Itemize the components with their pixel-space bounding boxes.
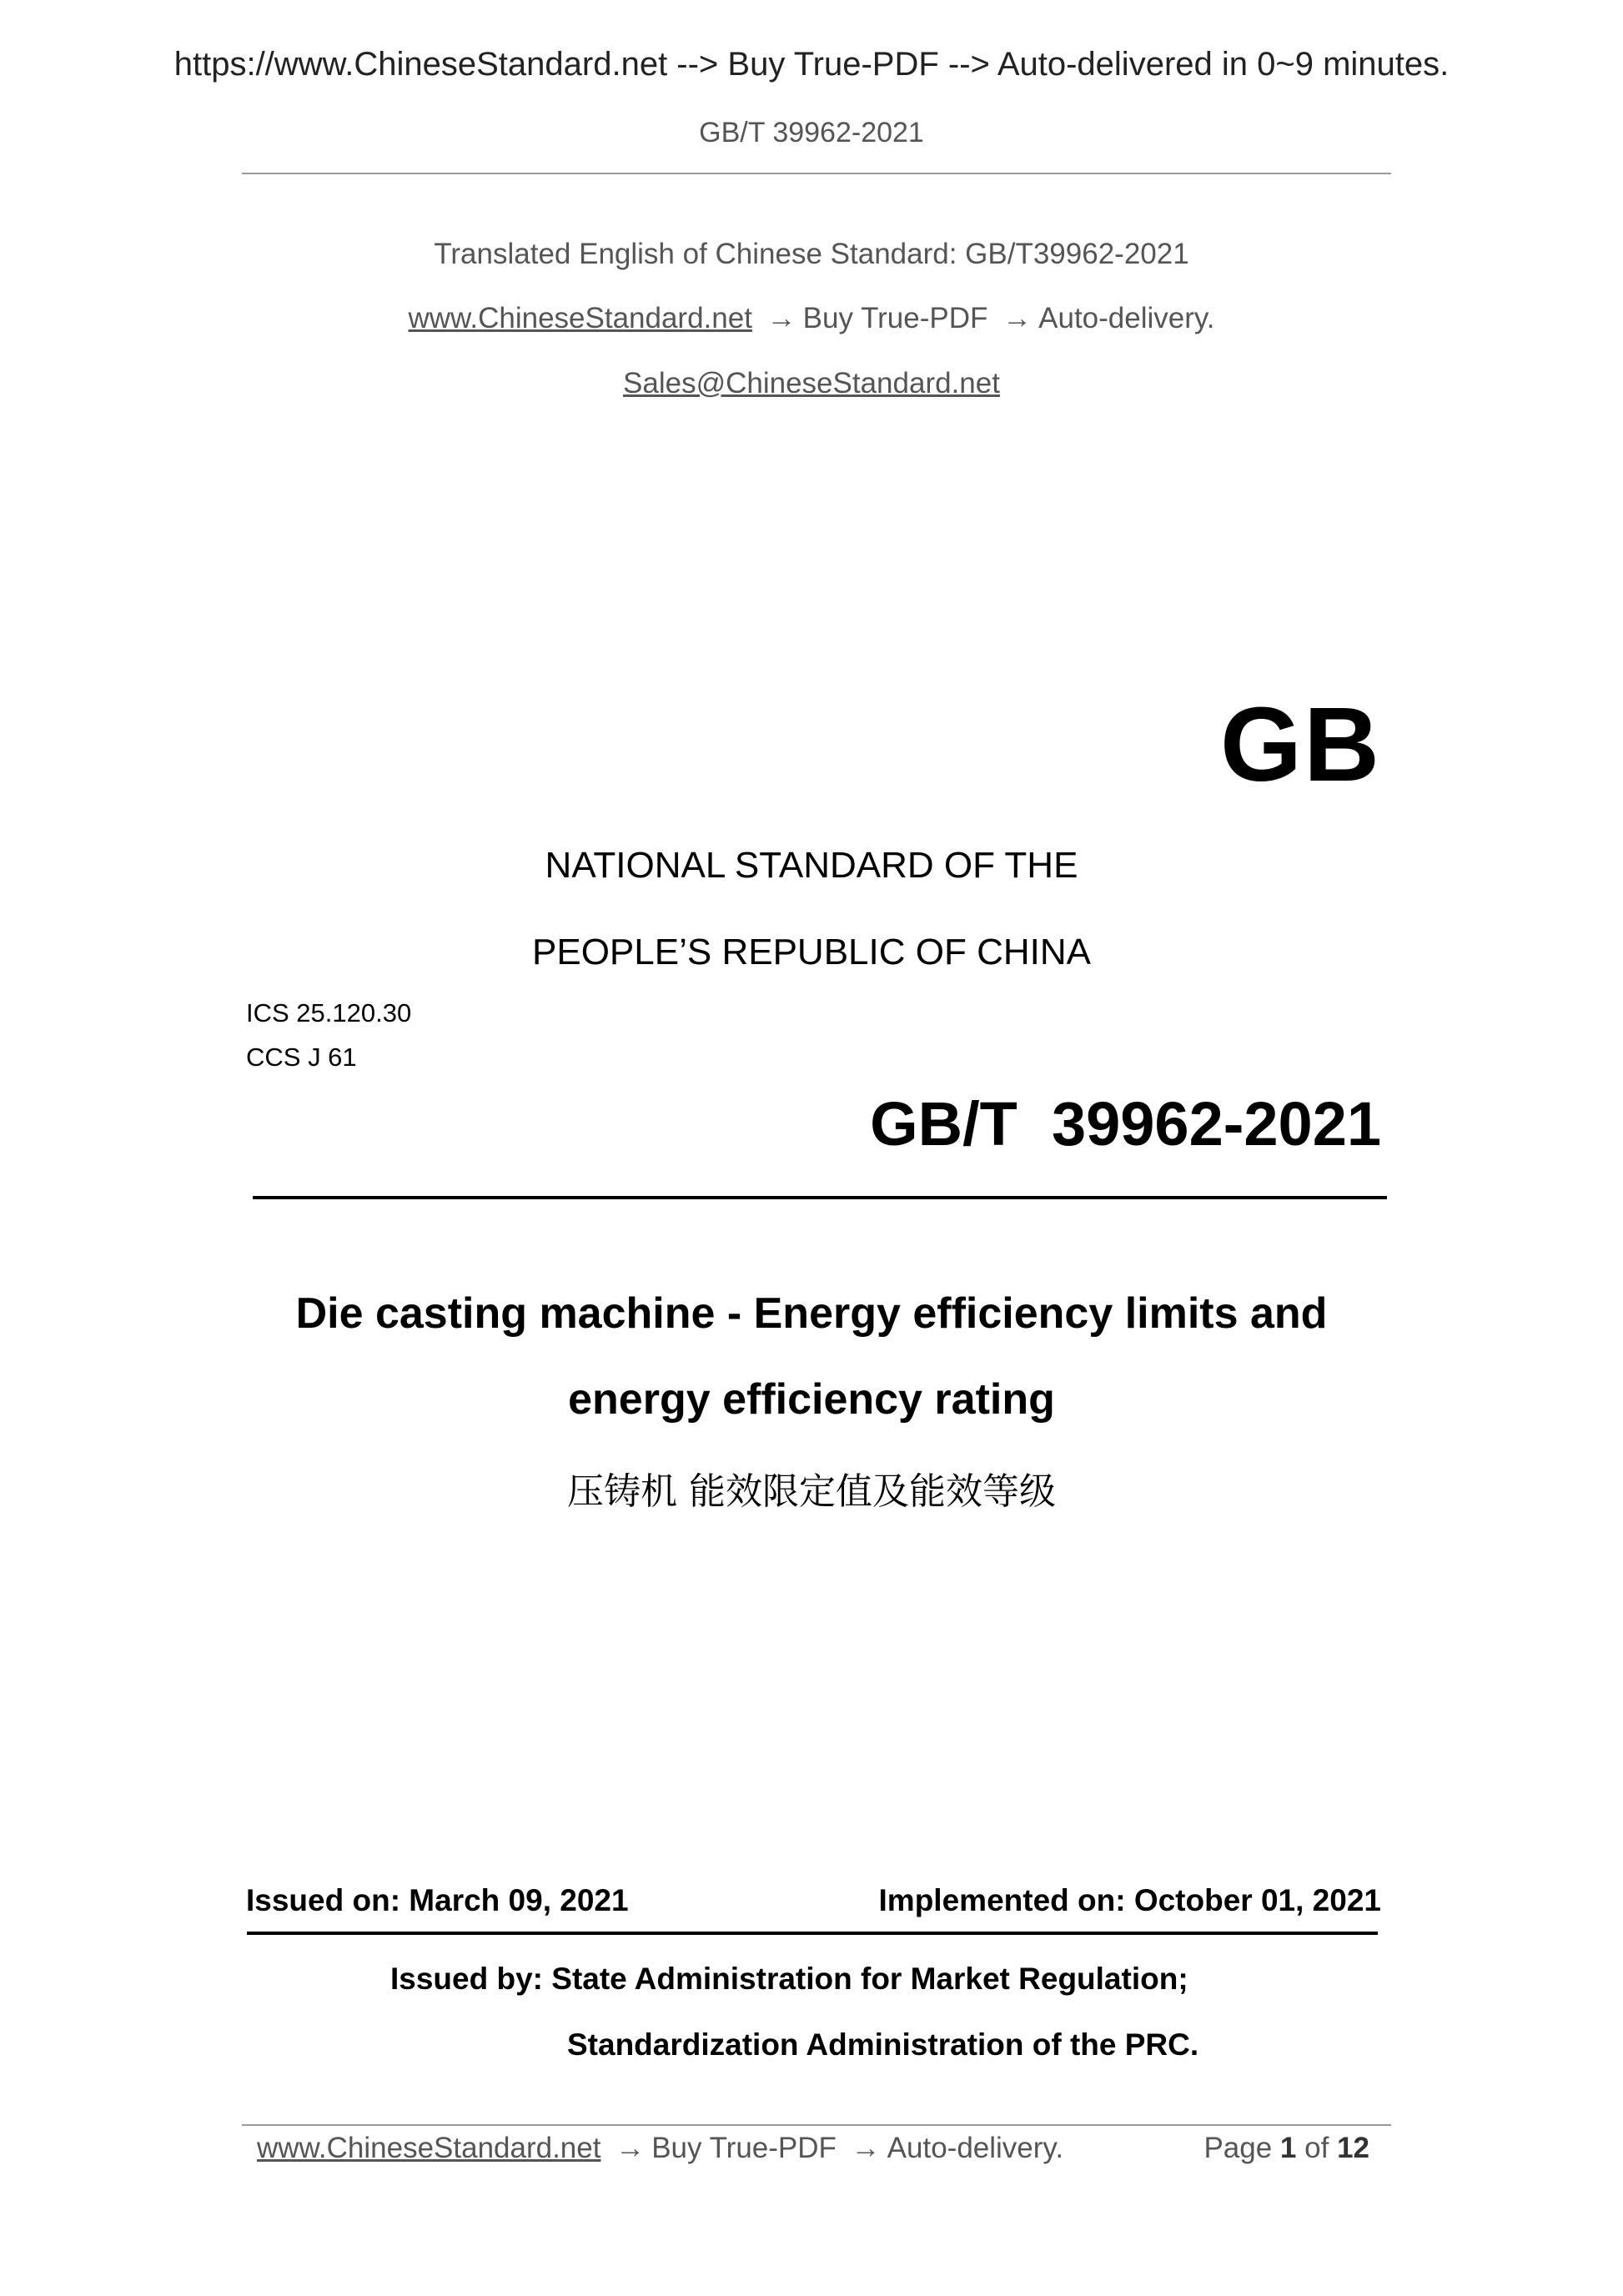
footer-site-line	[257, 2132, 1063, 2165]
arrow-right-icon: →	[1002, 302, 1033, 334]
page-indicator	[1203, 2132, 1369, 2165]
title-divider	[253, 1196, 1387, 1199]
document-title-line2: energy efficiency rating	[568, 1375, 1055, 1424]
footer-delivery-text: Auto-delivery.	[887, 2132, 1064, 2164]
implemented-on-date: Implemented on: October 01, 2021	[878, 1883, 1381, 1917]
page-of-label: of	[1304, 2132, 1329, 2164]
sales-email-link[interactable]: Sales@ChineseStandard.net	[623, 367, 1000, 399]
translated-notice: Translated English of Chinese Standard: GB/T39962-2021	[434, 238, 1189, 270]
gb-logo: GB	[1220, 686, 1381, 803]
site-line	[0, 302, 1623, 335]
ccs-code: CCS J 61	[246, 1042, 357, 1072]
arrow-right-icon: →	[616, 2132, 646, 2164]
buy-true-pdf-text: Buy True-PDF	[802, 302, 988, 334]
issued-by-line2: Standardization Administration of the PRC.	[567, 2027, 1199, 2062]
standard-number: GB/T 39962-2021	[870, 1089, 1381, 1158]
auto-delivery-text: Auto-delivery.	[1038, 302, 1215, 334]
document-title-line1: Die casting machine - Energy efficiency limits and	[295, 1289, 1328, 1338]
email-line	[0, 367, 1623, 400]
footer-buy-text: Buy True-PDF	[651, 2132, 837, 2164]
ics-code: ICS 25.120.30	[246, 998, 412, 1027]
dates-divider	[247, 1932, 1378, 1935]
footer-divider	[242, 2124, 1391, 2126]
page-label: Page	[1203, 2132, 1273, 2164]
arrow-right-icon: →	[766, 302, 796, 334]
footer-site-link[interactable]: www.ChineseStandard.net	[257, 2132, 601, 2164]
header-standard-code: GB/T 39962-2021	[699, 117, 924, 148]
header-divider	[242, 173, 1391, 174]
page-total: 12	[1337, 2132, 1369, 2164]
top-banner[interactable]: https://www.ChineseStandard.net --> Buy True-PDF --> Auto-delivered in 0~9 minutes.	[173, 46, 1450, 83]
national-standard-line1: NATIONAL STANDARD OF THE	[545, 845, 1078, 886]
national-standard-line2: PEOPLE’S REPUBLIC OF CHINA	[532, 932, 1091, 972]
site-link[interactable]: www.ChineseStandard.net	[408, 302, 752, 334]
issued-by-line1: Issued by: State Administration for Market Regulation;	[390, 1962, 1188, 1996]
page-current: 1	[1279, 2132, 1297, 2164]
issued-on-date: Issued on: March 09, 2021	[246, 1883, 629, 1917]
document-title-chinese: 压铸机 能效限定值及能效等级	[567, 1470, 1056, 1513]
arrow-right-icon: →	[851, 2132, 881, 2164]
